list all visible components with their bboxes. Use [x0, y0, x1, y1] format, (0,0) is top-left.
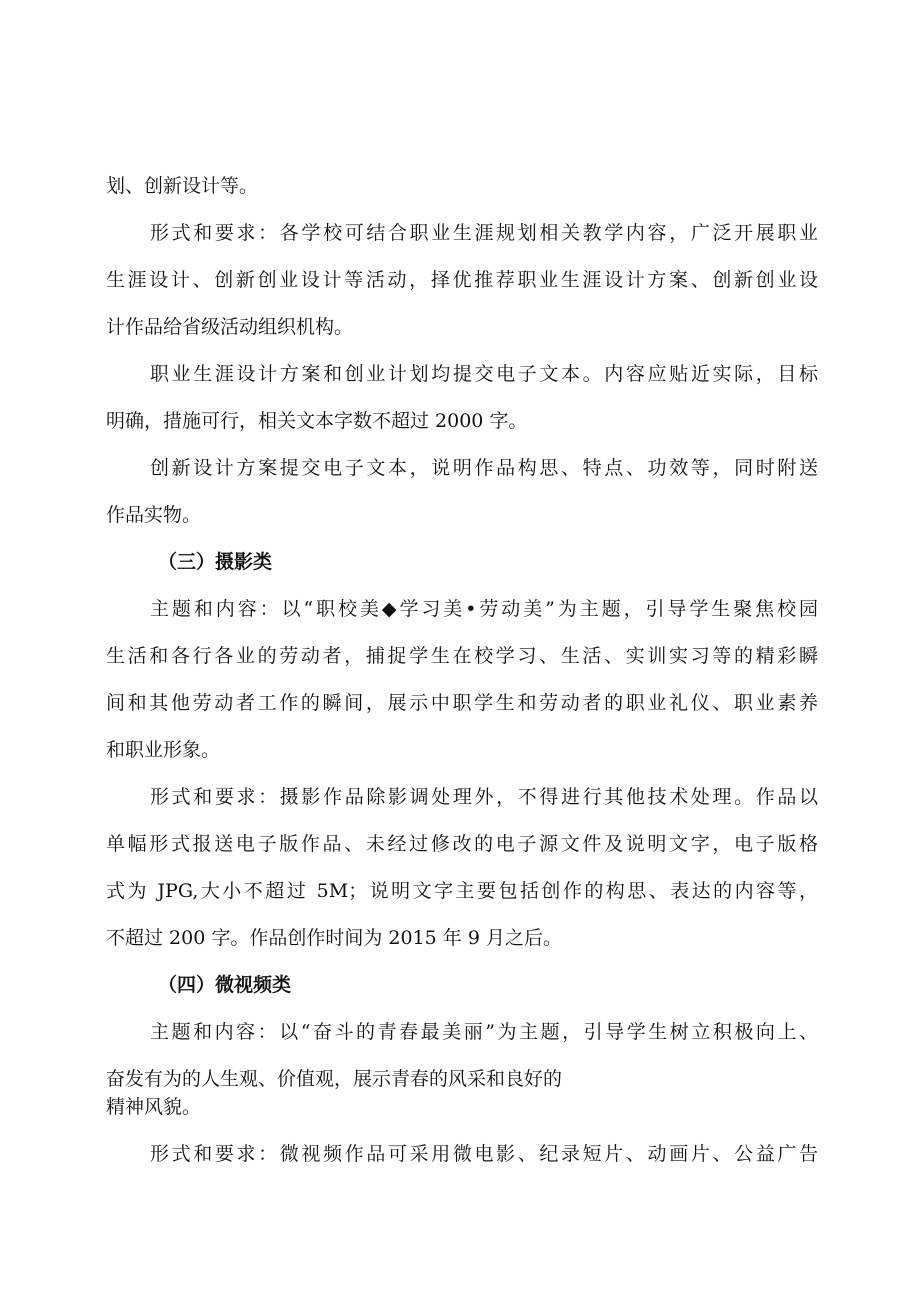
- text-line: 创新设计方案提交电子文本，说明作品构思、特点、功效等，同时附送: [150, 457, 818, 479]
- text-line: 划、创新设计等。: [106, 175, 259, 197]
- text-line: 形式和要求：微视频作品可采用微电影、纪录短片、动画片、公益广告: [150, 1143, 818, 1165]
- text-line: 职业生涯设计方案和创业计划均提交电子文本。内容应贴近实际，目标: [150, 363, 818, 385]
- text-line: 计作品给省级活动组织机构。: [106, 316, 354, 338]
- text-line: 生涯设计、创新创业设计等活动，择优推荐职业生涯设计方案、创新创业设: [106, 269, 818, 291]
- text-line: 间和其他劳动者工作的瞬间，展示中职学生和劳动者的职业礼仪、职业素养: [106, 692, 818, 714]
- text-line: 形式和要求：摄影作品除影调处理外，不得进行其他技术处理。作品以: [150, 786, 818, 808]
- text-line: 式为 JPG,大小不超过 5M；说明文字主要包括创作的构思、表达的内容等，: [106, 880, 818, 902]
- section-heading: （三）摄影类: [158, 551, 273, 573]
- text-line: 单幅形式报送电子版作品、未经过修改的电子源文件及说明文字，电子版格: [106, 833, 818, 855]
- text-line: 主题和内容：以“职校美◆学习美•劳动美”为主题，引导学生聚焦校园: [150, 598, 818, 620]
- text-line: 和职业形象。: [106, 739, 221, 761]
- text-line: 作品实物。: [106, 504, 202, 526]
- text-line: 奋发有为的人生观、价值观，展示青春的风采和良好的: [106, 1068, 563, 1090]
- text-line: 明确，措施可行，相关文本字数不超过 2000 字。: [106, 410, 528, 432]
- text-line: 精神风貌。: [106, 1096, 202, 1118]
- text-line: 不超过 200 字。作品创作时间为 2015 年 9 月之后。: [106, 927, 562, 949]
- text-line: 形式和要求：各学校可结合职业生涯规划相关教学内容，广泛开展职业: [150, 222, 818, 244]
- section-heading: （四）微视频类: [158, 974, 292, 996]
- text-line: 生活和各行各业的劳动者，捕捉学生在校学习、生活、实训实习等的精彩瞬: [106, 645, 818, 667]
- text-line: 主题和内容：以“奋斗的青春最美丽”为主题，引导学生树立积极向上、: [150, 1021, 818, 1043]
